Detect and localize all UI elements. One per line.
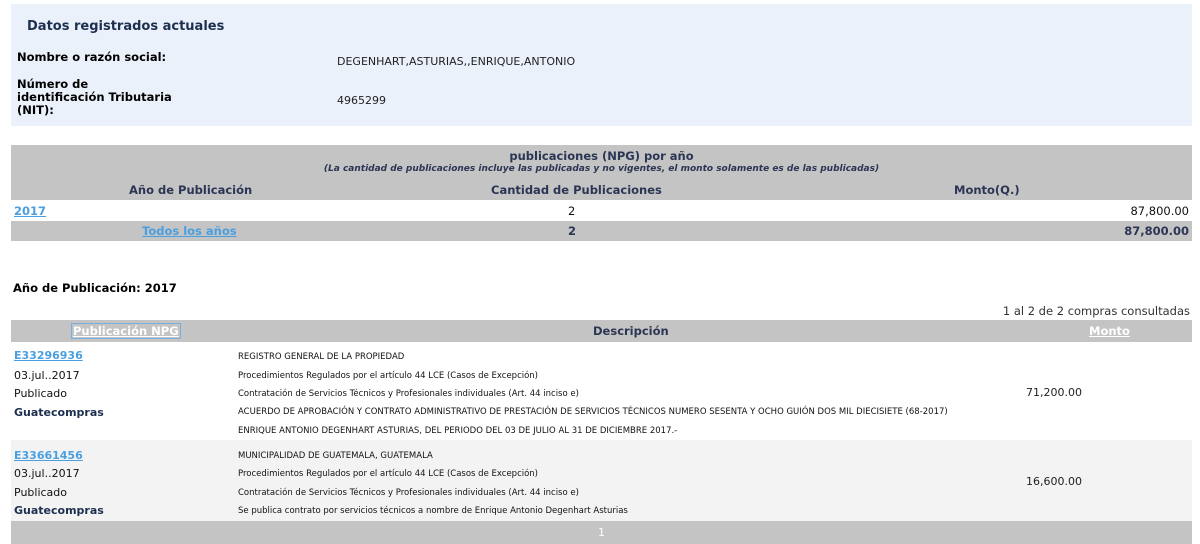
sort-monto-link[interactable]: Monto <box>1089 324 1130 338</box>
nit-value: 4965299 <box>337 94 386 107</box>
source-text: Guatecompras <box>14 504 104 517</box>
datos-title: Datos registrados actuales <box>27 19 225 34</box>
description-line1: ACUERDO DE APROBACIÓN Y CONTRATO ADMINISTRATIVO DE PRESTACIÓN DE SERVICIOS TÉCNICOS NUMERO SESENTA Y OCHO GUIÓN DOS MIL DIECISIETE (68-2017) <box>238 407 948 417</box>
nombre-value: DEGENHART,ASTURIAS,,ENRIQUE,ANTONIO <box>337 55 576 68</box>
summary-total-row <box>11 221 1192 241</box>
col-amount-header: Monto(Q.) <box>954 183 1020 197</box>
nit-label <box>17 78 172 117</box>
nit-label-line2: identificación Tributaria <box>17 90 172 104</box>
publication-date: 03.jul..2017 <box>14 467 80 480</box>
total-count: 2 <box>568 224 577 238</box>
entity-text: REGISTRO GENERAL DE LA PROPIEDAD <box>238 352 405 362</box>
nombre-label: Nombre o razón social: <box>17 50 167 64</box>
status-text: Publicado <box>14 486 68 499</box>
table-row <box>11 342 1192 440</box>
year-2017-link[interactable]: 2017 <box>14 204 47 218</box>
status-text: Publicado <box>14 387 68 400</box>
description-line2: ENRIQUE ANTONIO DEGENHART ASTURIAS, DEL PERIODO DEL 03 DE JULIO AL 31 DE DICIEMBRE 2017.- <box>238 426 678 436</box>
pagination-bar <box>11 521 1192 544</box>
monto-value: 16,600.00 <box>1026 475 1082 488</box>
publication-date: 03.jul..2017 <box>14 369 80 382</box>
summary-subtitle: (La cantidad de publicaciones incluye las publicadas y no vigentes, el monto solamente es de las publicadas) <box>323 164 880 174</box>
total-amount: 87,800.00 <box>1124 224 1189 238</box>
result-count: 1 al 2 de 2 compras consultadas <box>1002 304 1190 318</box>
summary-header <box>11 145 1192 200</box>
modality-text: Procedimientos Regulados por el artículo 44 LCE (Casos de Excepción) <box>238 469 539 479</box>
modality-text: Procedimientos Regulados por el artículo 44 LCE (Casos de Excepción) <box>238 371 539 381</box>
summary-table <box>11 145 1192 241</box>
page-number[interactable]: 1 <box>598 526 605 539</box>
entity-text: MUNICIPALIDAD DE GUATEMALA, GUATEMALA <box>238 451 433 461</box>
npg-link[interactable]: E33296936 <box>14 349 83 362</box>
source-text: Guatecompras <box>14 406 104 419</box>
detail-table <box>11 320 1192 544</box>
nit-label-line3: (NIT): <box>17 103 54 117</box>
summary-title: publicaciones (NPG) por año <box>509 149 694 163</box>
table-row <box>11 440 1192 521</box>
col-count-header: Cantidad de Publicaciones <box>491 183 662 197</box>
col-year-header: Año de Publicación <box>129 183 253 197</box>
nit-label-line1: Número de <box>17 77 89 91</box>
all-years-link[interactable]: Todos los años <box>142 224 237 238</box>
sort-npg-link[interactable]: Publicación NPG <box>73 324 179 338</box>
detail-header <box>11 320 1192 342</box>
monto-value: 71,200.00 <box>1026 386 1082 399</box>
year-count: 2 <box>568 204 576 218</box>
type-text: Contratación de Servicios Técnicos y Profesionales individuales (Art. 44 inciso e) <box>238 389 579 399</box>
datos-panel <box>11 4 1192 126</box>
year-amount: 87,800.00 <box>1130 204 1189 218</box>
year-heading: Año de Publicación: 2017 <box>13 281 177 295</box>
type-text: Contratación de Servicios Técnicos y Profesionales individuales (Art. 44 inciso e) <box>238 488 579 498</box>
npg-link[interactable]: E33661456 <box>14 449 83 462</box>
col-desc-header: Descripción <box>593 324 669 338</box>
description-line1: Se publica contrato por servicios técnicos a nombre de Enrique Antonio Degenhart Asturias <box>238 506 628 516</box>
summary-row <box>11 201 1192 221</box>
